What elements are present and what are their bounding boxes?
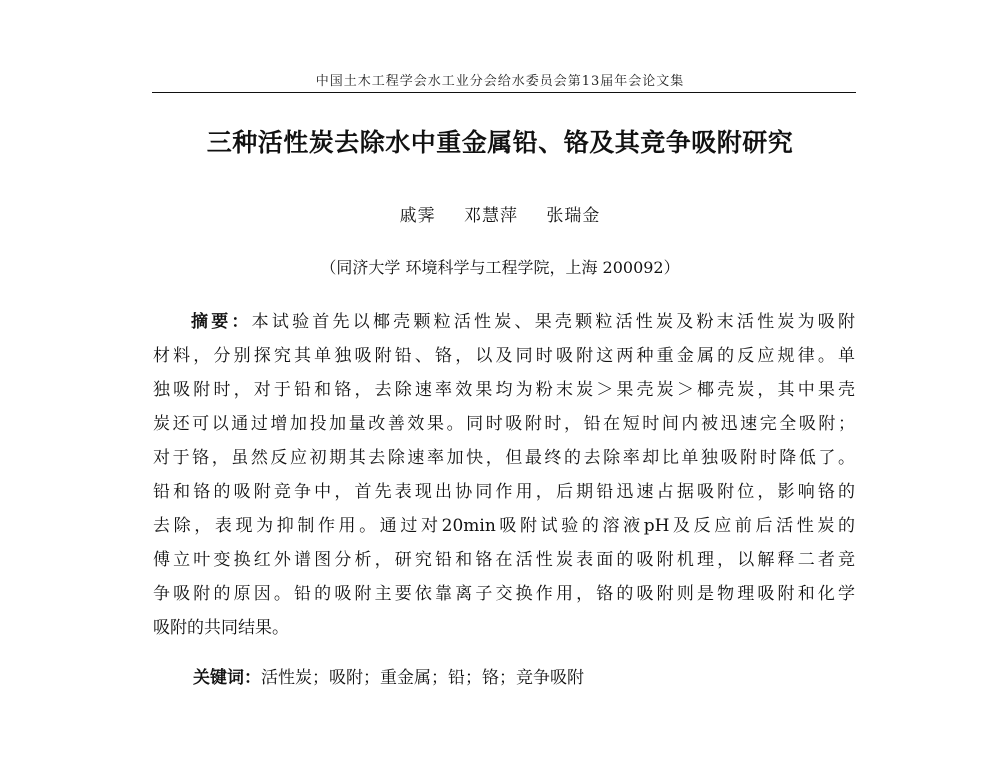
header-rule — [152, 92, 856, 93]
abstract-line: 独吸附时，对于铅和铬，去除速率效果均为粉末炭＞果壳炭＞椰壳炭，其中果壳 — [153, 380, 855, 400]
author-1: 戚霁 — [399, 206, 436, 226]
abstract-line-text: 本试验首先以椰壳颗粒活性炭、果壳颗粒活性炭及粉末活性炭为吸附 — [251, 312, 855, 332]
abstract-line: 材料，分别探究其单独吸附铅、铬，以及同时吸附这两种重金属的反应规律。单 — [153, 346, 855, 366]
abstract-line: 吸附的共同结果。 — [153, 618, 289, 638]
abstract-line: 争吸附的原因。铅的吸附主要依靠离子交换作用，铬的吸附则是物理吸附和化学 — [153, 584, 855, 604]
author-2: 邓慧萍 — [464, 206, 518, 226]
abstract-label: 摘要： — [191, 312, 252, 332]
abstract-line: 对于铬，虽然反应初期其去除速率加快，但最终的去除率却比单独吸附时降低了。 — [153, 448, 855, 468]
author-3: 张瑞金 — [546, 206, 601, 226]
abstract-line: 傅立叶变换红外谱图分析，研究铅和铬在活性炭表面的吸附机理，以解释二者竞 — [153, 550, 855, 570]
author-list — [0, 201, 1000, 226]
abstract-line: 去除，表现为抑制作用。通过对20min吸附试验的溶液pH及反应前后活性炭的 — [153, 516, 855, 536]
keywords-text: 活性炭；吸附；重金属；铅；铬；竞争吸附 — [261, 668, 584, 688]
keywords — [193, 663, 584, 688]
abstract-line: 炭还可以通过增加投加量改善效果。同时吸附时，铅在短时间内被迅速完全吸附； — [153, 414, 855, 434]
paper-title: 三种活性炭去除水中重金属铅、铬及其竞争吸附研究 — [206, 128, 794, 157]
abstract-line: 铅和铬的吸附竞争中，首先表现出协同作用，后期铅迅速占据吸附位，影响铬的 — [153, 482, 855, 502]
running-header: 中国土木工程学会水工业分会给水委员会第13届年会论文集 — [315, 74, 685, 89]
abstract-line — [153, 305, 855, 339]
keywords-label: 关键词： — [193, 668, 261, 688]
affiliation: （同济大学 环境科学与工程学院，上海 200092） — [320, 258, 680, 277]
abstract — [153, 305, 855, 645]
